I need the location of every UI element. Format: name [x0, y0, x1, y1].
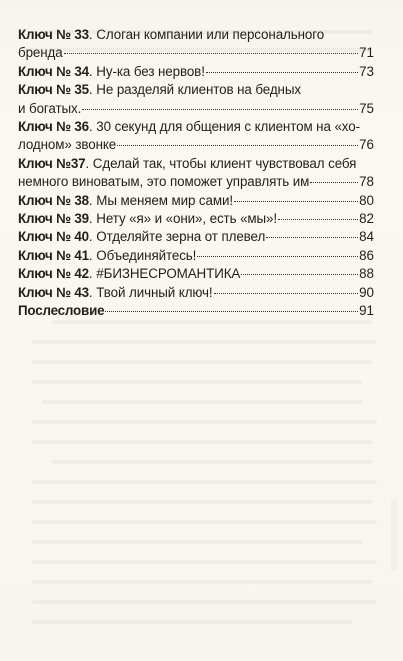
toc-entry-title: Сделай так, чтобы клиент чувствовал себя: [92, 155, 357, 171]
toc-entry-title: Не разделяй клиентов на бедных: [96, 82, 301, 98]
toc-entry-key: Ключ № 41: [18, 247, 89, 263]
toc-leader-dots: [206, 71, 358, 73]
toc-leader-dots: [105, 310, 358, 312]
toc-leader-dots: [64, 52, 358, 54]
toc-entry-title: бренда: [18, 45, 63, 61]
toc-entry-title: #БИЗНЕСРОМАНТИКА: [96, 266, 241, 282]
toc-leader-dots: [214, 292, 359, 294]
toc-entry-separator: .: [85, 155, 93, 171]
toc-entry-key: Послесловие: [18, 303, 105, 319]
toc-page-number: 73: [359, 63, 374, 79]
toc-entry[interactable]: [18, 302, 374, 320]
toc-entry[interactable]: [18, 284, 374, 302]
bleed-through-margin: [391, 500, 397, 570]
toc-entry[interactable]: [18, 81, 374, 118]
toc-entry-separator: .: [88, 119, 97, 135]
toc-entry-separator: .: [88, 284, 97, 300]
toc-entry-key: Ключ № 38: [18, 192, 89, 208]
toc-leader-dots: [241, 273, 358, 275]
toc-entry-title: лодном» звонке: [18, 137, 117, 153]
toc-page-number: 84: [359, 229, 374, 245]
toc-entry-key: Ключ № 35: [18, 82, 89, 98]
toc-page-number: 78: [359, 174, 374, 190]
toc-page-number: 75: [359, 100, 374, 116]
toc-entry-title: и богатых.: [18, 100, 82, 116]
toc-leader-dots: [234, 200, 358, 202]
toc-leader-dots: [266, 236, 358, 238]
toc-page-number: 91: [359, 303, 374, 319]
toc-entry-separator: .: [88, 82, 97, 98]
toc-leader-dots: [197, 255, 358, 257]
toc-entry[interactable]: [18, 210, 374, 228]
toc-page-number: 80: [359, 192, 374, 208]
toc-entry-title: немного виноватым, это поможет управлять им: [18, 174, 310, 190]
toc-entry[interactable]: [18, 228, 374, 246]
toc-entry-key: Ключ № 40: [18, 229, 89, 245]
toc-entry-key: Ключ № 34: [18, 63, 89, 79]
toc-entry-key: Ключ № 43: [18, 284, 89, 300]
toc-entry[interactable]: [18, 26, 374, 63]
toc-entry-separator: .: [88, 63, 97, 79]
table-of-contents: [18, 26, 374, 321]
toc-leader-dots: [82, 108, 358, 110]
toc-leader-dots: [278, 218, 358, 220]
toc-entry-key: Ключ № 33: [18, 27, 89, 42]
toc-page-number: 90: [359, 284, 374, 300]
toc-entry-key: Ключ № 42: [18, 266, 89, 282]
toc-page-number: 71: [359, 45, 374, 61]
toc-entry[interactable]: [18, 155, 374, 192]
toc-entry[interactable]: [18, 118, 374, 155]
toc-entry[interactable]: [18, 247, 374, 265]
toc-entry-title: Отделяйте зерна от плевел: [96, 229, 266, 245]
toc-entry-title: Мы меняем мир сами!: [96, 192, 233, 208]
toc-page-number: 76: [359, 137, 374, 153]
toc-entry-separator: .: [88, 229, 97, 245]
toc-entry-key: Ключ №37: [18, 155, 86, 171]
toc-page-number: 88: [359, 266, 374, 282]
toc-entry-title: Твой личный ключ!: [96, 284, 213, 300]
toc-entry-separator: .: [88, 192, 97, 208]
toc-entry[interactable]: [18, 192, 374, 210]
toc-entry-key: Ключ № 39: [18, 211, 89, 227]
toc-entry[interactable]: [18, 265, 374, 283]
toc-entry-separator: .: [88, 247, 97, 263]
toc-entry-title: Ну-ка без нервов!: [96, 63, 205, 79]
toc-entry-key: Ключ № 36: [18, 119, 89, 135]
toc-entry-separator: .: [88, 266, 97, 282]
toc-entry-separator: .: [88, 211, 97, 227]
toc-entry-title: Слоган компании или персонального: [96, 27, 325, 42]
toc-leader-dots: [117, 144, 358, 146]
toc-page-number: 86: [359, 247, 374, 263]
toc-page-number: 82: [359, 211, 374, 227]
toc-leader-dots: [310, 181, 358, 183]
toc-entry-title: Объединяйтесь!: [96, 247, 197, 263]
toc-entry[interactable]: [18, 63, 374, 81]
toc-entry-title: Нету «я» и «они», есть «мы»!: [96, 211, 278, 227]
toc-entry-title: 30 секунд для общения с клиентом на «хо-: [96, 119, 360, 135]
toc-entry-separator: .: [88, 27, 97, 42]
